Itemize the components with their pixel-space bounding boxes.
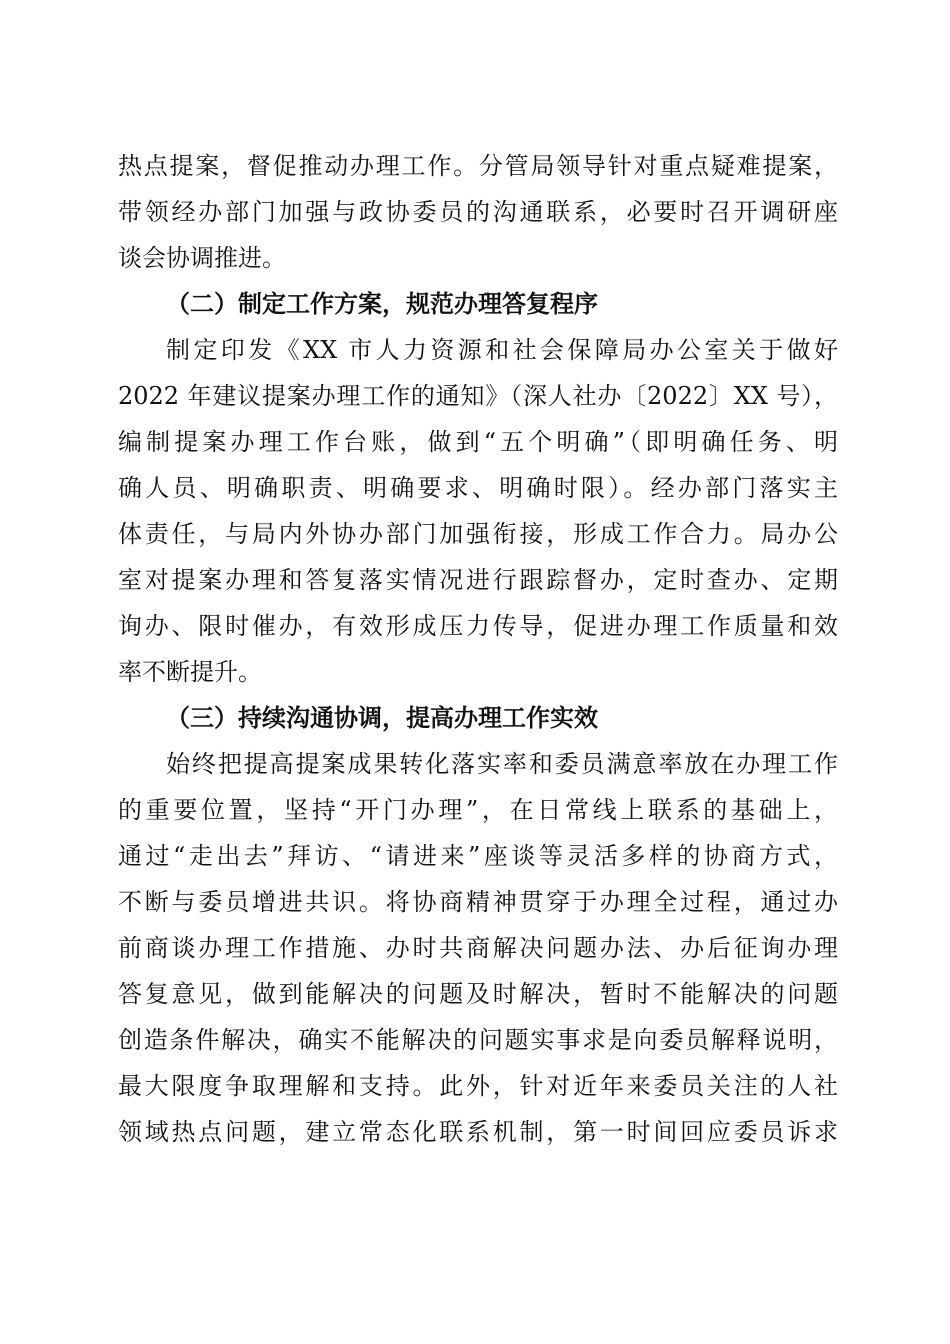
body-text-line: 室对提案办理和答复落实情况进行跟踪督办，定时查办、定期 — [118, 566, 838, 594]
body-text-line: 率不断提升。 — [118, 658, 262, 686]
body-text-line: 答复意见，做到能解决的问题及时解决，暂时不能解决的问题 — [118, 980, 838, 1008]
body-text-line: 最大限度争取理解和支持。此外，针对近年来委员关注的人社 — [118, 1072, 838, 1100]
body-text-line: 热点提案，督促推动办理工作。分管局领导针对重点疑难提案， — [118, 152, 838, 180]
body-text-line: 2022 年建议提案办理工作的通知》（深人社办〔2022〕XX 号）， — [118, 382, 838, 410]
body-text-line: 始终把提高提案成果转化落实率和委员满意率放在办理工作 — [166, 750, 838, 778]
body-text-line: 谈会协调推进。 — [118, 244, 286, 272]
body-text-line: 确人员、明确职责、明确要求、明确时限）。经办部门落实主 — [118, 474, 838, 502]
body-text-line: 带领经办部门加强与政协委员的沟通联系，必要时召开调研座 — [118, 198, 838, 226]
body-text-line: 询办、限时催办，有效形成压力传导，促进办理工作质量和效 — [118, 612, 838, 640]
body-text-line: 的重要位置，坚持“开门办理”，在日常线上联系的基础上， — [118, 796, 838, 824]
body-text-line: 体责任，与局内外协办部门加强衔接，形成工作合力。局办公 — [118, 520, 838, 548]
body-text-line: 前商谈办理工作措施、办时共商解决问题办法、办后征询办理 — [118, 934, 838, 962]
body-text-line: 通过“走出去”拜访、“请进来”座谈等灵活多样的协商方式， — [118, 842, 838, 870]
body-text-line: 编制提案办理工作台账，做到“五个明确”（即明确任务、明 — [118, 428, 838, 456]
section-heading-2: （二）制定工作方案，规范办理答复程序 — [166, 290, 598, 318]
body-text-line: 不断与委员增进共识。将协商精神贯穿于办理全过程，通过办 — [118, 888, 838, 916]
body-text-line: 创造条件解决，确实不能解决的问题实事求是向委员解释说明， — [118, 1026, 838, 1054]
section-heading-3: （三）持续沟通协调，提高办理工作实效 — [166, 704, 598, 732]
body-text-line: 领域热点问题，建立常态化联系机制，第一时间回应委员诉求 — [118, 1118, 838, 1146]
body-text-line: 制定印发《XX 市人力资源和社会保障局办公室关于做好 — [166, 336, 838, 364]
